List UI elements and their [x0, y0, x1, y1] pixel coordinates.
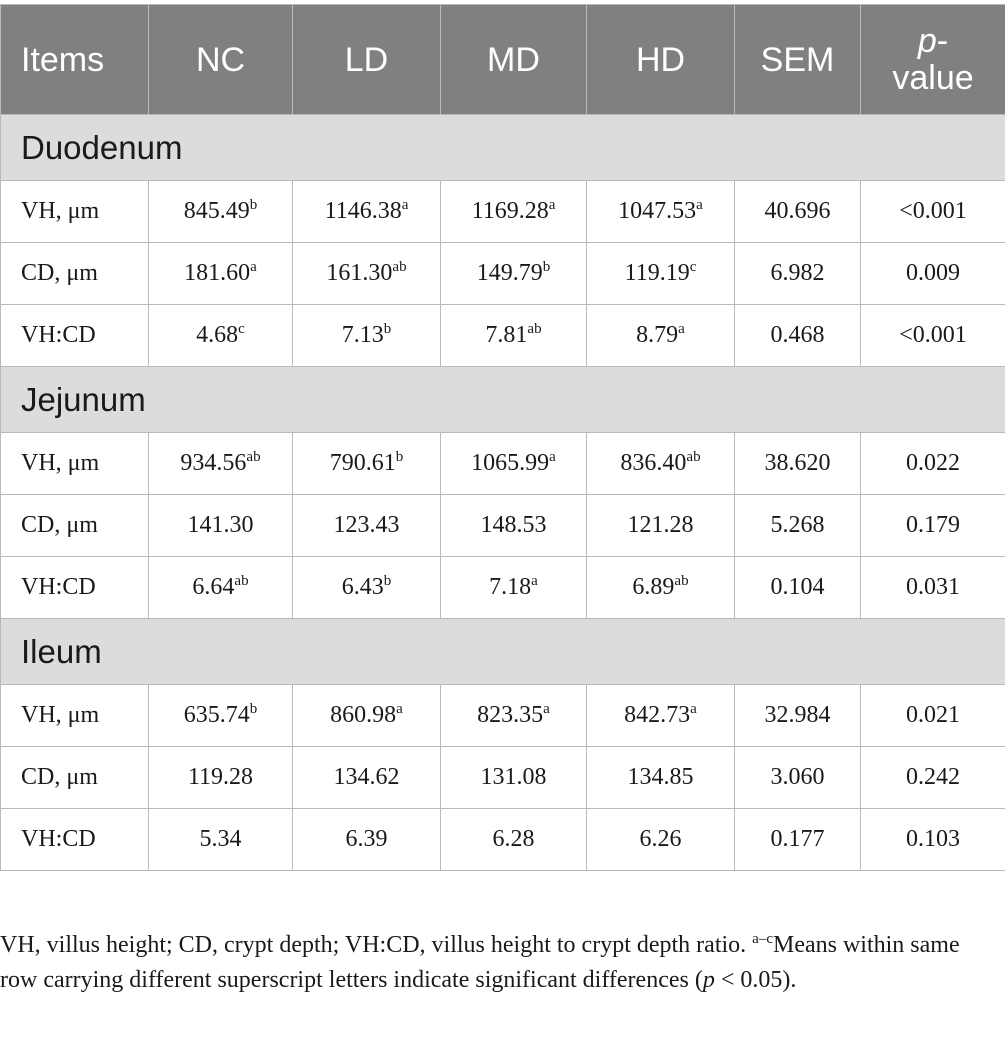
- cell-superscript: ab: [686, 449, 701, 465]
- cell-value: 6.26: [639, 826, 682, 852]
- section-title: Jejunum: [1, 367, 1005, 433]
- header-items: Items: [1, 5, 149, 115]
- cell-value: 6.28: [492, 826, 535, 852]
- table-body: [1, 115, 1005, 871]
- cell-nc: [149, 557, 293, 619]
- cell-value: 181.60: [184, 260, 251, 286]
- cell-md: [441, 747, 587, 809]
- cell-md: [441, 433, 587, 495]
- cell-superscript: b: [383, 573, 392, 589]
- cell-superscript: a: [678, 321, 685, 337]
- cell-value: 934.56: [180, 450, 247, 476]
- cell-value: 4.68: [196, 322, 239, 348]
- table-row: [1, 305, 1005, 367]
- cell-value: 1065.99: [471, 450, 550, 476]
- cell-sem: 0.104: [735, 557, 861, 619]
- cell-value: 823.35: [477, 702, 544, 728]
- cell-value: 842.73: [624, 702, 691, 728]
- row-label: CD, μm: [1, 747, 149, 809]
- cell-md: [441, 181, 587, 243]
- cell-ld: [293, 433, 441, 495]
- cell-superscript: ab: [234, 573, 249, 589]
- cell-superscript: c: [689, 259, 697, 275]
- row-label: VH:CD: [1, 809, 149, 871]
- cell-sem: 32.984: [735, 685, 861, 747]
- table-footnote: [0, 928, 1000, 998]
- table-row: [1, 495, 1005, 557]
- cell-p-value: 0.022: [861, 433, 1005, 495]
- cell-superscript: a: [696, 197, 703, 213]
- cell-p-value: 0.179: [861, 495, 1005, 557]
- cell-p-value: 0.009: [861, 243, 1005, 305]
- section-title: Ileum: [1, 619, 1005, 685]
- cell-nc: [149, 305, 293, 367]
- cell-superscript: ab: [246, 449, 261, 465]
- cell-value: 845.49: [183, 198, 250, 224]
- cell-value: 7.13: [341, 322, 384, 348]
- section-row: [1, 619, 1005, 685]
- header-md: MD: [441, 5, 587, 115]
- cell-superscript: a: [250, 259, 257, 275]
- cell-nc: [149, 243, 293, 305]
- cell-value: 121.28: [627, 512, 694, 538]
- cell-hd: [587, 685, 735, 747]
- table-row: [1, 747, 1005, 809]
- cell-value: 790.61: [329, 450, 396, 476]
- cell-value: 6.89: [632, 574, 675, 600]
- header-sem: SEM: [735, 5, 861, 115]
- cell-md: [441, 243, 587, 305]
- footnote-text-main: VH, villus height; CD, crypt depth; VH:CD, villus height to crypt depth ratio.: [0, 932, 753, 958]
- cell-nc: [149, 747, 293, 809]
- cell-nc: [149, 495, 293, 557]
- header-p-value-word: value: [892, 58, 974, 97]
- cell-value: 148.53: [480, 512, 547, 538]
- row-label: VH, μm: [1, 685, 149, 747]
- cell-value: 134.85: [627, 764, 694, 790]
- cell-nc: [149, 809, 293, 871]
- cell-value: 7.81: [485, 322, 528, 348]
- cell-value: 1169.28: [471, 198, 549, 224]
- cell-p-value: 0.103: [861, 809, 1005, 871]
- cell-sem: 38.620: [735, 433, 861, 495]
- cell-p-value: 0.031: [861, 557, 1005, 619]
- cell-hd: [587, 243, 735, 305]
- footnote-superscript: a–c: [752, 931, 773, 947]
- section-row: [1, 367, 1005, 433]
- section-row: [1, 115, 1005, 181]
- cell-value: 635.74: [183, 702, 250, 728]
- cell-hd: [587, 305, 735, 367]
- cell-ld: [293, 747, 441, 809]
- cell-ld: [293, 243, 441, 305]
- cell-superscript: a: [401, 197, 409, 213]
- cell-hd: [587, 557, 735, 619]
- header-ld: LD: [293, 5, 441, 115]
- cell-p-value: <0.001: [861, 305, 1005, 367]
- cell-ld: [293, 305, 441, 367]
- cell-superscript: a: [549, 449, 556, 465]
- cell-hd: [587, 747, 735, 809]
- cell-superscript: a: [690, 701, 697, 717]
- cell-value: 141.30: [187, 512, 254, 538]
- cell-value: 1047.53: [618, 198, 697, 224]
- cell-superscript: b: [542, 259, 551, 275]
- cell-value: 836.40: [620, 450, 687, 476]
- table-row: [1, 557, 1005, 619]
- cell-sem: 5.268: [735, 495, 861, 557]
- table-row: [1, 809, 1005, 871]
- header-hd: HD: [587, 5, 735, 115]
- cell-md: [441, 557, 587, 619]
- cell-ld: [293, 181, 441, 243]
- cell-value: 161.30: [326, 260, 393, 286]
- cell-hd: [587, 809, 735, 871]
- table-row: [1, 685, 1005, 747]
- row-label: VH, μm: [1, 181, 149, 243]
- results-table: [0, 4, 1005, 871]
- cell-value: 149.79: [476, 260, 543, 286]
- cell-value: 119.19: [624, 260, 690, 286]
- cell-value: 134.62: [333, 764, 400, 790]
- cell-p-value: 0.021: [861, 685, 1005, 747]
- table-header: [1, 5, 1005, 115]
- cell-ld: [293, 809, 441, 871]
- cell-superscript: ab: [392, 259, 407, 275]
- row-label: VH:CD: [1, 305, 149, 367]
- cell-sem: 6.982: [735, 243, 861, 305]
- cell-superscript: a: [548, 197, 556, 213]
- cell-sem: 0.468: [735, 305, 861, 367]
- cell-p-value: <0.001: [861, 181, 1005, 243]
- cell-value: 8.79: [636, 322, 679, 348]
- table-row: [1, 243, 1005, 305]
- cell-value: 1146.38: [324, 198, 402, 224]
- header-nc: NC: [149, 5, 293, 115]
- cell-hd: [587, 495, 735, 557]
- cell-nc: [149, 685, 293, 747]
- cell-p-value: 0.242: [861, 747, 1005, 809]
- cell-sem: 40.696: [735, 181, 861, 243]
- footnote-p-italic: p: [702, 967, 715, 993]
- cell-value: 6.64: [192, 574, 235, 600]
- table-row: [1, 433, 1005, 495]
- cell-superscript: b: [395, 449, 404, 465]
- cell-superscript: ab: [674, 573, 689, 589]
- cell-superscript: c: [238, 321, 245, 337]
- cell-sem: 0.177: [735, 809, 861, 871]
- cell-sem: 3.060: [735, 747, 861, 809]
- header-p-value: [861, 5, 1005, 115]
- cell-value: 7.18: [489, 574, 532, 600]
- cell-md: [441, 809, 587, 871]
- cell-hd: [587, 181, 735, 243]
- cell-nc: [149, 433, 293, 495]
- cell-superscript: a: [531, 573, 538, 589]
- cell-value: 123.43: [333, 512, 400, 538]
- cell-md: [441, 305, 587, 367]
- header-p-italic: p: [917, 21, 937, 60]
- cell-superscript: b: [249, 197, 258, 213]
- cell-superscript: a: [396, 701, 403, 717]
- cell-value: 5.34: [199, 826, 242, 852]
- cell-value: 860.98: [330, 702, 397, 728]
- cell-superscript: b: [249, 701, 258, 717]
- section-title: Duodenum: [1, 115, 1005, 181]
- cell-value: 6.39: [345, 826, 388, 852]
- table-row: [1, 181, 1005, 243]
- cell-value: 6.43: [341, 574, 384, 600]
- cell-superscript: a: [543, 701, 550, 717]
- footnote-text-end: < 0.05).: [714, 967, 797, 993]
- row-label: VH:CD: [1, 557, 149, 619]
- cell-value: 131.08: [480, 764, 547, 790]
- cell-ld: [293, 685, 441, 747]
- cell-value: 119.28: [187, 764, 254, 790]
- cell-md: [441, 685, 587, 747]
- cell-ld: [293, 495, 441, 557]
- cell-superscript: b: [383, 321, 392, 337]
- row-label: CD, μm: [1, 243, 149, 305]
- cell-hd: [587, 433, 735, 495]
- header-row: [1, 5, 1005, 115]
- row-label: CD, μm: [1, 495, 149, 557]
- footnote-text-after-sup: Means within same row carrying different superscript letters indicate significant differences (: [0, 932, 960, 993]
- cell-nc: [149, 181, 293, 243]
- header-p-dash: -: [936, 21, 949, 60]
- cell-ld: [293, 557, 441, 619]
- cell-superscript: ab: [527, 321, 542, 337]
- cell-md: [441, 495, 587, 557]
- row-label: VH, μm: [1, 433, 149, 495]
